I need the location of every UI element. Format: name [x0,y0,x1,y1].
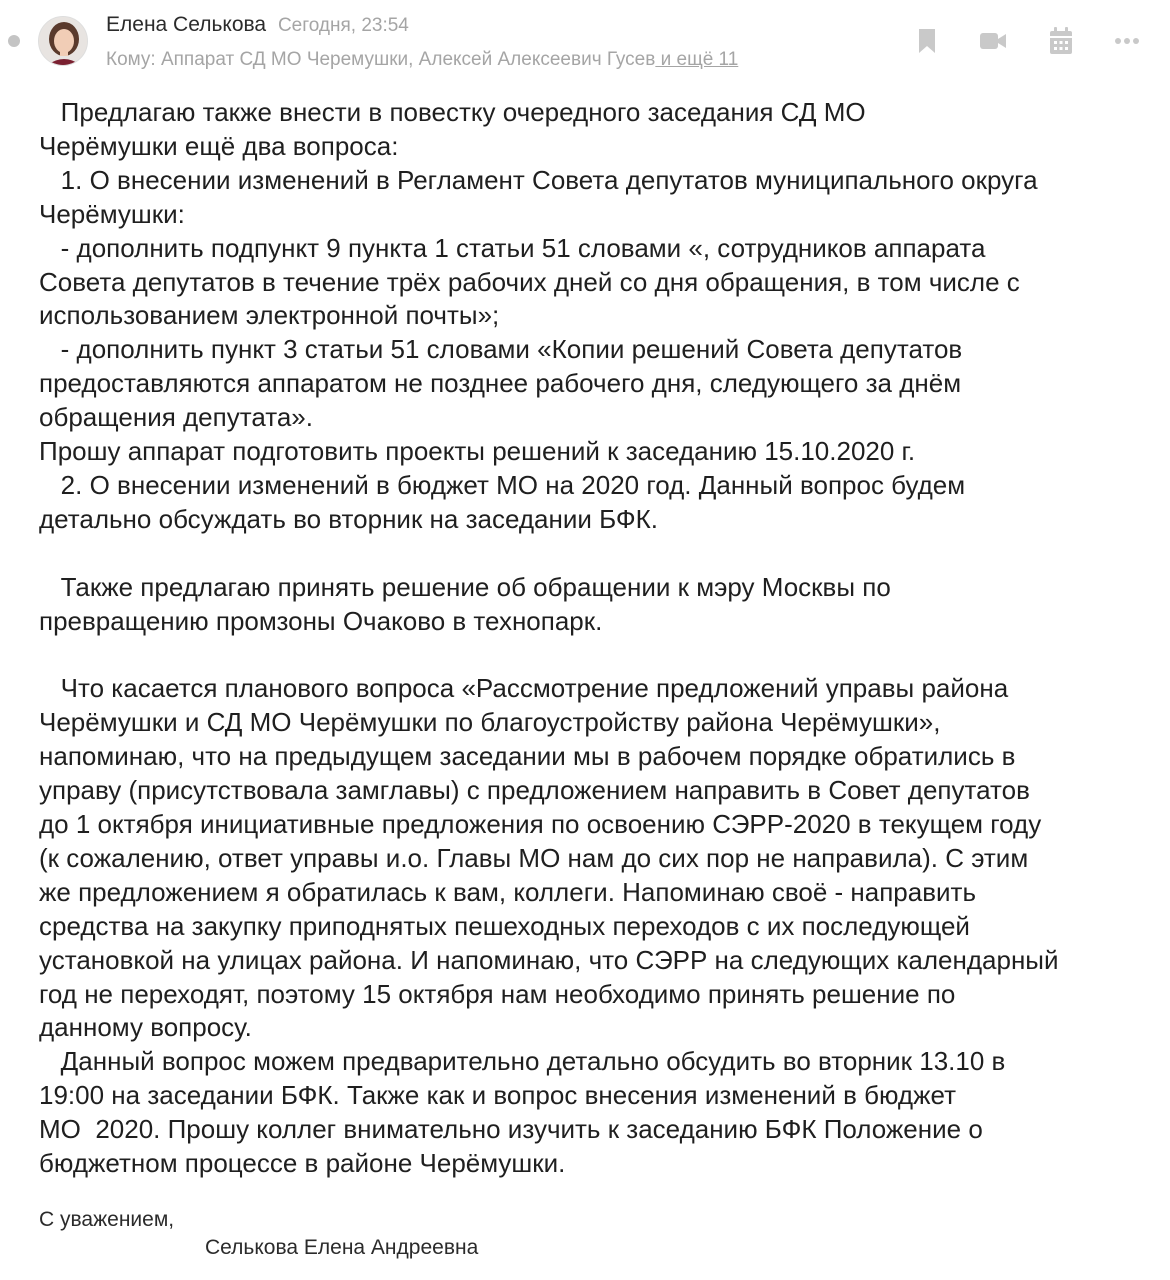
signoff: С уважением, [39,1208,175,1231]
paragraph: 2. О внесении изменений в бюджет МО на 2020 год. Данный вопрос будем детально обсуждать во вторник на заседании БФК. [39,469,966,534]
paragraph: 1. О внесении изменений в Регламент Совета депутатов муниципального округа Черёмушки: [39,164,1038,229]
bookmark-icon [916,28,938,54]
calendar-icon [1049,27,1073,55]
paragraph: Также предлагаю принять решение об обращении к мэру Москвы по превращению промзоны Очаково в технопарк. [39,571,891,636]
blank-line [39,537,1149,571]
message-header [0,0,1170,92]
blank-line [39,639,1149,673]
more-dots-icon [1114,37,1140,45]
paragraph: Предлагаю также внести в повестку очередного заседания СД МО Черёмушки ещё два вопроса: [39,97,866,161]
recipients-list: Кому: Аппарат СД МО Черемушки, Алексей Алексеевич Гусев [106,49,656,70]
paragraph: - дополнить подпункт 9 пункта 1 статьи 51 словами «, сотрудников аппарата Совета депутатов в течение трёх рабочих дней со дня обращения, в том числе с использованием электронной почты»; [39,232,1020,331]
more-recipients-link[interactable]: и ещё 11 [655,49,739,70]
recipients-line [106,49,738,71]
paragraph: Данный вопрос можем предварительно детально обсудить во вторник 13.10 в 19:00 на заседании БФК. Также как и вопрос внесения изменений в бюджет МО 2020. Прошу коллег внимательно изучить к заседанию БФК Положение о бюджетном процессе в районе Черёмушки. [39,1046,1006,1179]
avatar-photo [39,17,88,66]
sent-time: Сегодня, 23:54 [277,15,409,36]
paragraph: - дополнить пункт 3 статьи 51 словами «Копии решений Совета депутатов предоставляются аппаратом не позднее рабочего дня, следующего за днём обращения депутата». [39,334,963,433]
paragraph: Что касается планового вопроса «Рассмотрение предложений управы района Черёмушки и СД МО Черёмушки по благоустройству района Черёмушки», напоминаю, что на предыдущем заседании мы в рабочем порядке обратились в управу (присутствовала замглавы) с предложением направить в Совет депутатов до 1 октября инициативные предложения по освоению СЭРР-2020 в текущем году (к сожалению, ответ управы и.о. Главы МО нам до сих пор не направила). С этим же предложением я обратилась к вам, коллеги. Напоминаю своё - направить средства на закупку приподнятых пешеходных переходов с их последующей установкой на улицах района. И напоминаю, что СЭРР на следующих календарный год не переходят, поэтому 15 октября нам необходимо принять решение по данному вопросу. [39,673,1059,1043]
calendar-button[interactable] [1044,24,1078,58]
paragraph: Прошу аппарат подготовить проекты решений к заседанию 15.10.2020 г. [39,436,916,467]
avatar[interactable] [38,16,88,66]
more-button[interactable] [1110,24,1144,58]
sender-line [106,13,409,37]
video-call-button[interactable] [976,24,1010,58]
message-actions [910,24,1170,58]
message-body [39,96,1149,1181]
unread-indicator[interactable] [8,35,20,47]
signature: Селькова Елена Андреевна [205,1236,479,1259]
video-camera-icon [979,30,1007,52]
bookmark-button[interactable] [910,24,944,58]
sender-name[interactable]: Елена Селькова [106,13,267,36]
